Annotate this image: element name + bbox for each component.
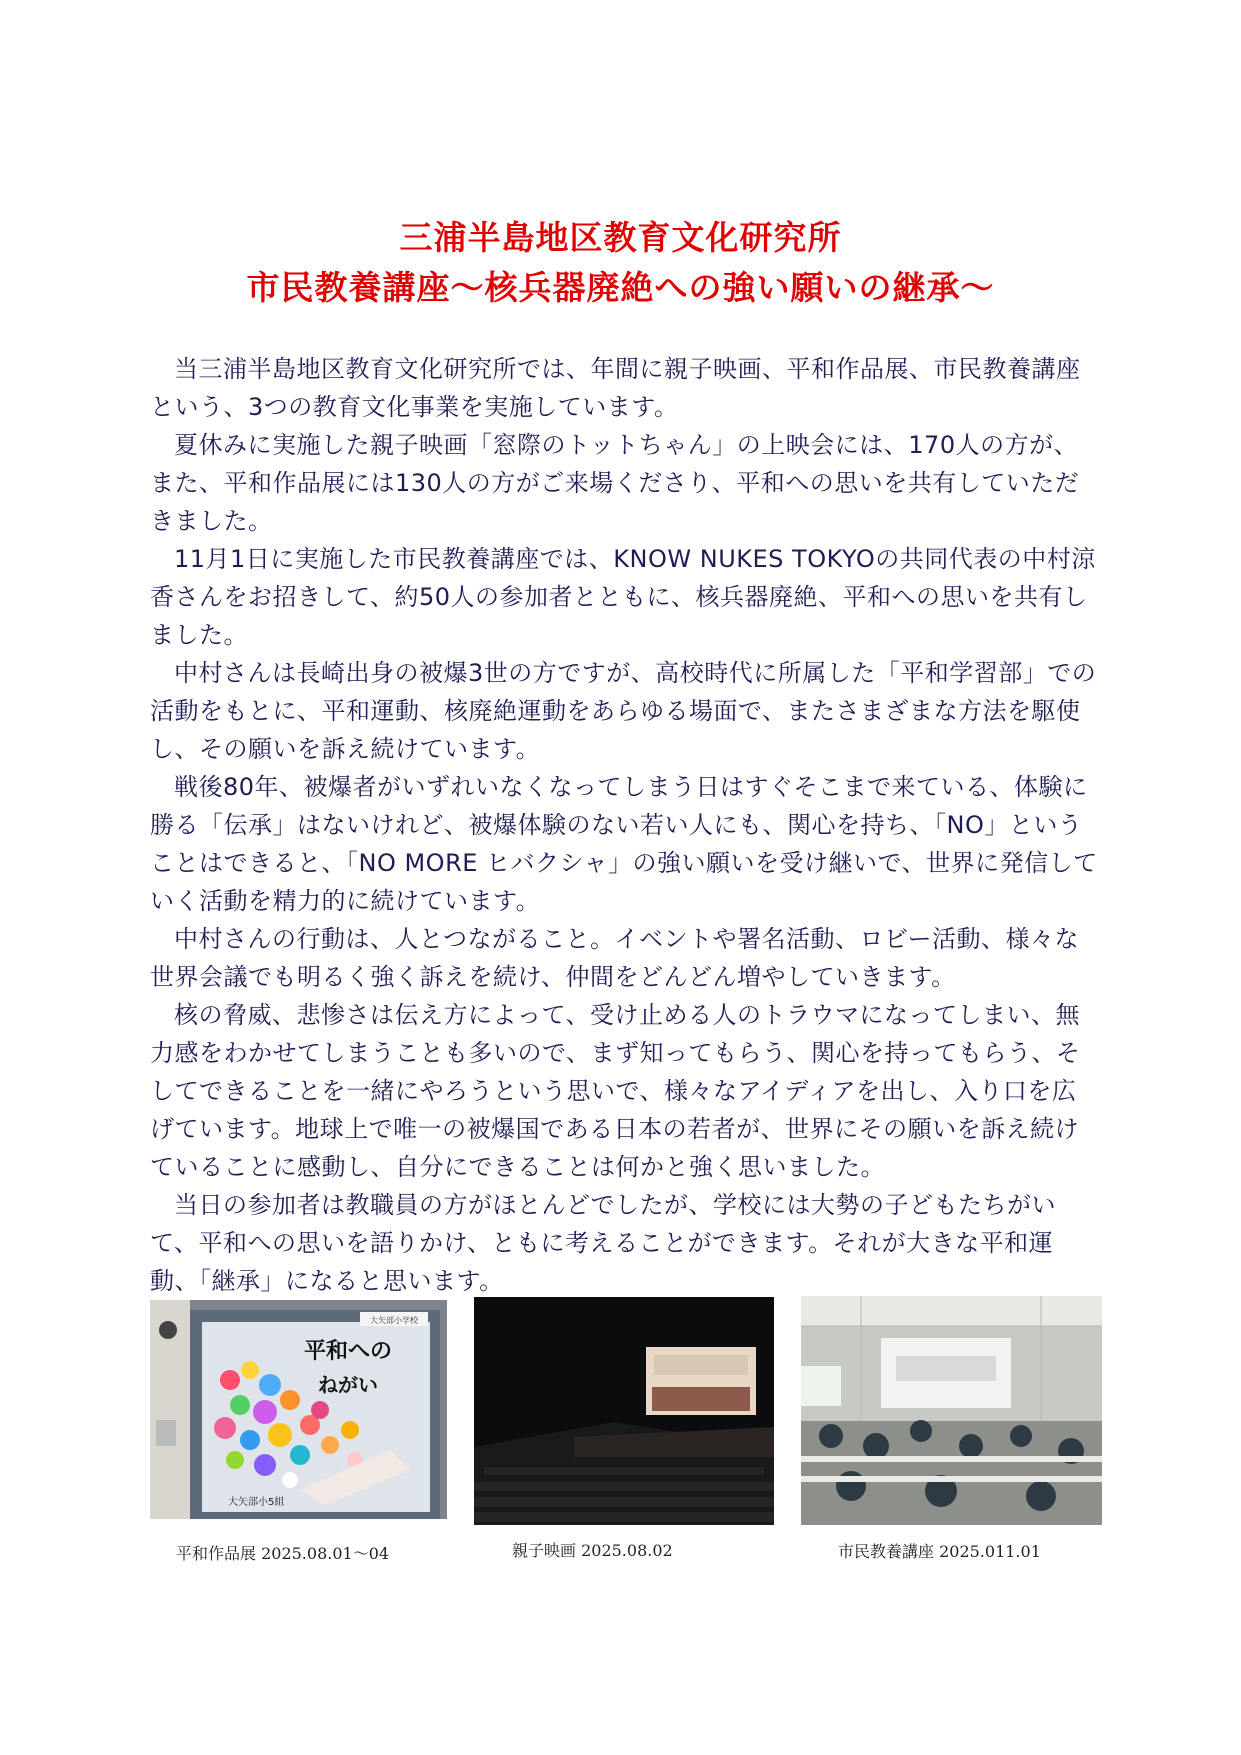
page-title-line1: 三浦半島地区教育文化研究所 bbox=[399, 218, 842, 257]
paragraph-2: 夏休みに実施した親子映画「窓際のトットちゃん」の上映会には、170人の方が、また、平和作品展には130人の方がご来場くださり、平和への思いを共有していただきました。 bbox=[150, 431, 1080, 535]
paragraph-8: 当日の参加者は教職員の方がほとんどでしたが、学校には大勢の子どもたちがいて、平和への思いを語りかけ、ともに考えることができます。それが大きな平和運動、「継承」になると思います。 bbox=[150, 1191, 1056, 1295]
caption-peace-exhibit: 平和作品展 2025.08.01～04 bbox=[176, 1544, 390, 1563]
paragraph-6: 中村さんの行動は、人とつながること。イベントや署名活動、ロビー活動、様々な世界会議でも明るく強く訴えを続け、仲間をどんどん増やしていきます。 bbox=[150, 925, 1080, 991]
poster-class-label: 大矢部小5組 bbox=[228, 1497, 285, 1508]
paragraph-4: 中村さんは長崎出身の被爆3世の方ですが、高校時代に所属した「平和学習部」での活動をもとに、平和運動、核廃絶運動をあらゆる場面で、またさまざまな方法を駆使し、その願いを訴え続けています。 bbox=[150, 659, 1097, 763]
paragraph-7: 核の脅威、悲惨さは伝え方によって、受け止める人のトラウマになってしまい、無力感をわかせてしまうことも多いので、まず知ってもらう、関心を持ってもらう、そしてできることを一緒にやろうという思いで、様々なアイディアを出し、入り口を広げています。地球上で唯一の被爆国である日本の若者が、世界にその願いを訴え続けていることに感動し、自分にできることは何かと強く思いました。 bbox=[150, 1001, 1081, 1181]
photo-peace-exhibit bbox=[150, 1300, 447, 1519]
poster-title-1: 平和への bbox=[303, 1339, 393, 1364]
poster-school-label: 大矢部小学校 bbox=[370, 1316, 418, 1325]
paragraph-1: 当三浦半島地区教育文化研究所では、年間に親子映画、平和作品展、市民教養講座という、3つの教育文化事業を実施しています。 bbox=[150, 355, 1081, 421]
article-body bbox=[150, 350, 1100, 1300]
poster-title-2: ねがい bbox=[318, 1373, 378, 1397]
photo-movie-screening bbox=[474, 1297, 774, 1525]
caption-movie: 親子映画 2025.08.02 bbox=[512, 1541, 673, 1560]
paragraph-5: 戦後80年、被爆者がいずれいなくなってしまう日はすぐそこまで来ている、体験に勝る「伝承」はないけれど、被爆体験のない若い人にも、関心を持ち、「NO」ということはできると、「NO MORE ヒバクシャ」の強い願いを受け継いで、世界に発信していく活動を精力的に続けています。 bbox=[150, 773, 1098, 915]
page-title-line2: 市民教養講座～核兵器廃絶への強い願いの継承～ bbox=[246, 268, 995, 307]
paragraph-3: 11月1日に実施した市民教養講座では、KNOW NUKES TOKYOの共同代表の中村涼香さんをお招きして、約50人の参加者とともに、核兵器廃絶、平和への思いを共有しました。 bbox=[150, 545, 1096, 649]
caption-lecture: 市民教養講座 2025.011.01 bbox=[838, 1542, 1041, 1561]
photo-lecture bbox=[801, 1296, 1102, 1525]
